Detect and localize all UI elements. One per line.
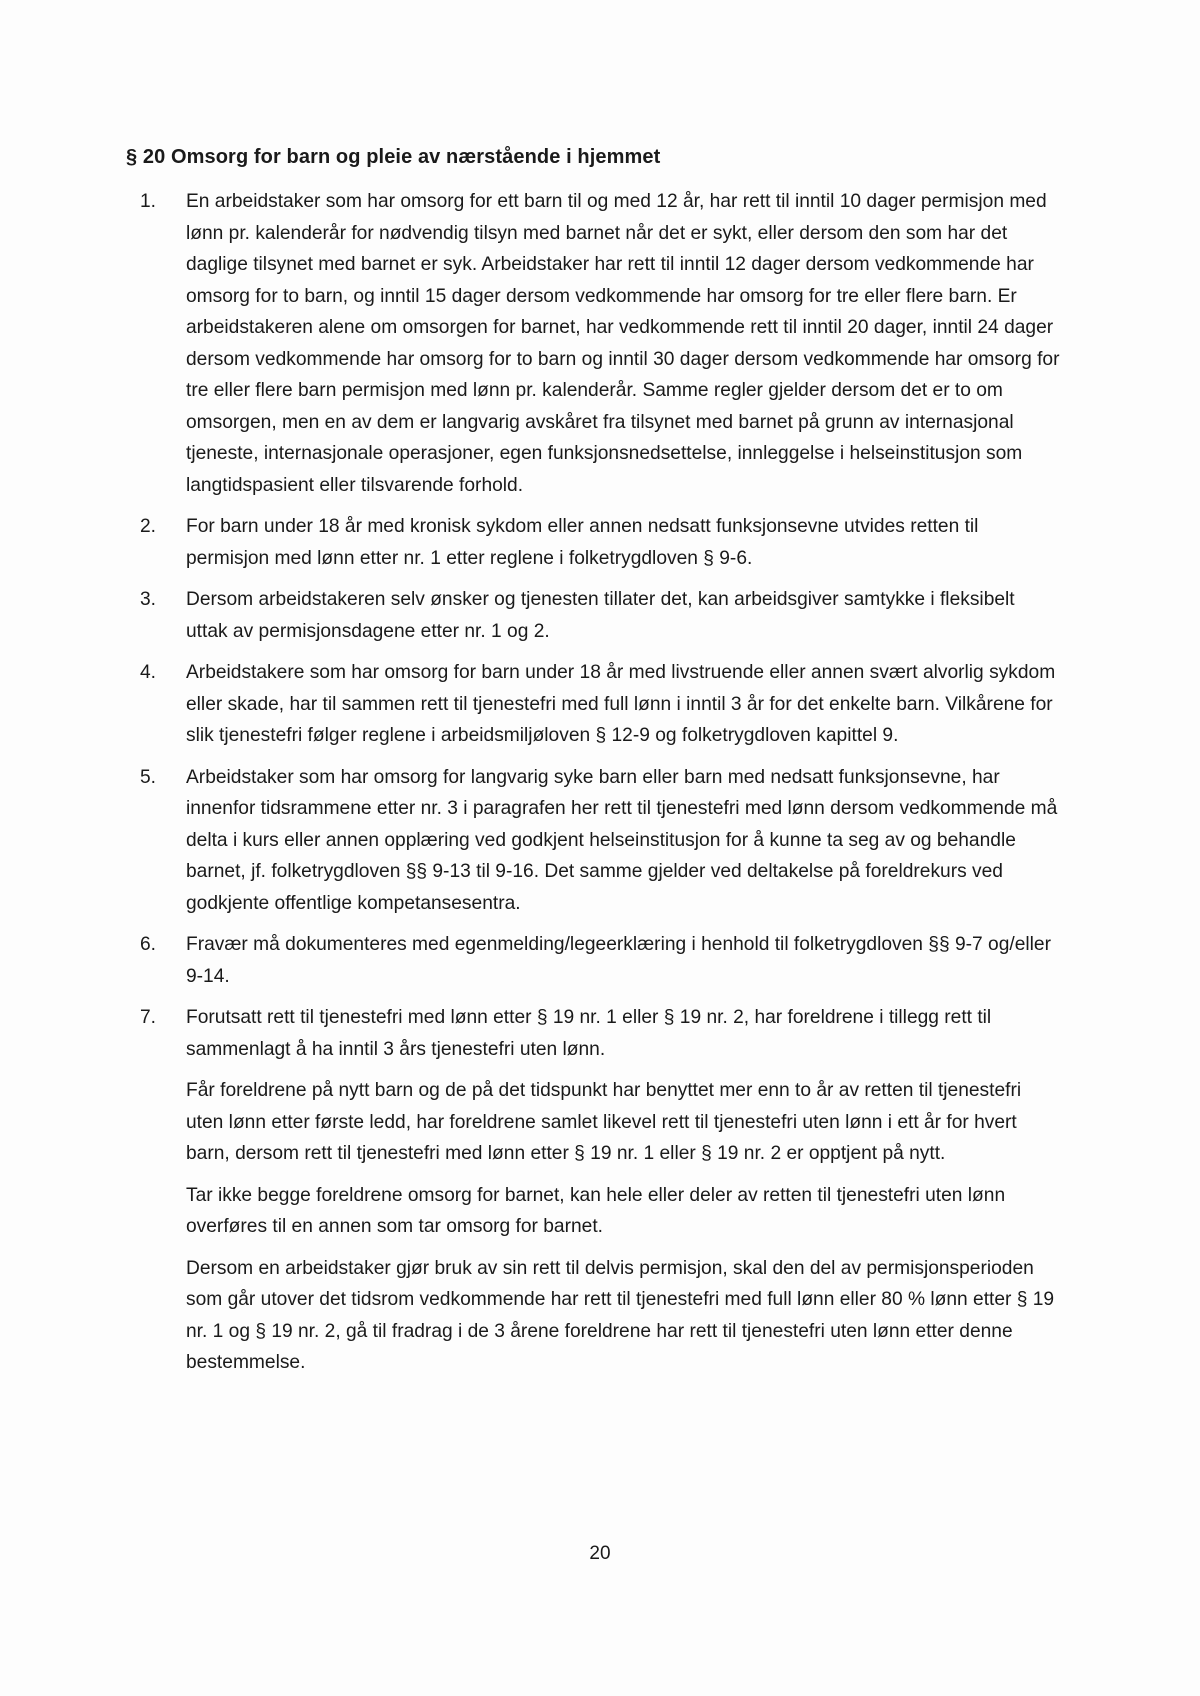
item-number: 2. [140, 516, 157, 537]
list-item [140, 762, 1060, 920]
item-number: 6. [140, 934, 157, 955]
item-text: For barn under 18 år med kronisk sykdom eller annen nedsatt funksjonsevne utvides retten til permisjon med lønn etter nr. 1 etter reglene i folketrygdloven § 9-6. [186, 516, 979, 569]
section-heading: § 20 Omsorg for barn og pleie av nærstående i hjemmet [126, 146, 661, 168]
sub-paragraph: Får foreldrene på nytt barn og de på det tidspunkt har benyttet mer enn to år av retten til tjenestefri uten lønn etter første ledd, har foreldrene samlet likevel rett til tjenestefri uten lønn i ett år for hvert barn, dersom rett til tjenestefri med lønn etter § 19 nr. 1 eller § 19 nr. 2 er opptjent på nytt. [186, 1080, 1022, 1164]
item-number: 3. [140, 589, 157, 610]
list-item [140, 657, 1060, 752]
numbered-list [140, 186, 1060, 1379]
item-text: En arbeidstaker som har omsorg for ett barn til og med 12 år, har rett til inntil 10 dager permisjon med lønn pr. kalenderår for nødvendig tilsyn med barnet når det er sykt, eller dersom den som har det daglige tilsynet med barnet er syk. Arbeidstaker har rett til inntil 12 dager dersom vedkommende har omsorg for to barn, og inntil 15 dager dersom vedkommende har omsorg for tre eller flere barn. Er arbeidstakeren alene om omsorgen for barnet, har vedkommende rett til inntil 20 dager, inntil 24 dager dersom vedkommende har omsorg for to barn og inntil 30 dager dersom vedkommende har omsorg for tre eller flere barn permisjon med lønn pr. kalenderår. Samme regler gjelder dersom det er to om omsorgen, men en av dem er langvarig avskåret fra tilsynet med barnet på grunn av internasjonal tjeneste, internasjonale operasjoner, egen funksjonsnedsettelse, innleggelse i helseinstitusjon som langtidspasient eller tilsvarende forhold. [186, 191, 1060, 496]
item-text: Forutsatt rett til tjenestefri med lønn etter § 19 nr. 1 eller § 19 nr. 2, har foreldrene i tillegg rett til sammenlagt å ha inntil 3 års tjenestefri uten lønn. [186, 1007, 992, 1060]
item-number: 5. [140, 766, 157, 788]
item-text: Arbeidstaker som har omsorg for langvarig syke barn eller barn med nedsatt funksjonsevne, har innenfor tidsrammene etter nr. 3 i paragrafen her rett til tjenestefri med lønn dersom vedkommende må delta i kurs eller annen opplæring ved godkjent helseinstitusjon for å kunne ta seg av og behandle barnet, jf. folketrygdloven §§ 9-13 til 9-16. Det samme gjelder ved deltakelse på foreldrekurs ved godkjente offentlige kompetansesentra. [186, 766, 1058, 914]
list-item [140, 584, 1060, 647]
sub-paragraph: Dersom en arbeidstaker gjør bruk av sin rett til delvis permisjon, skal den del av permisjonsperioden som går utover det tidsrom vedkommende har rett til tjenestefri med full lønn eller 80 % lønn etter § 19 nr. 1 og § 19 nr. 2, gå til fradrag i de 3 årene foreldrene har rett til tjenestefri uten lønn etter denne bestemmelse. [186, 1257, 1055, 1373]
item-number: 1. [140, 191, 157, 212]
item-text: Dersom arbeidstakeren selv ønsker og tjenesten tillater det, kan arbeidsgiver samtykke i fleksibelt uttak av permisjonsdagene etter nr. 1 og 2. [186, 589, 1015, 642]
list-item [140, 1002, 1060, 1065]
item-number: 7. [140, 1007, 157, 1028]
page-number: 20 [589, 1543, 611, 1564]
list-item [140, 929, 1060, 992]
sub-paragraph: Tar ikke begge foreldrene omsorg for barnet, kan hele eller deler av retten til tjenestefri uten lønn overføres til en annen som tar omsorg for barnet. [186, 1184, 1006, 1237]
item-text: Fravær må dokumenteres med egenmelding/legeerklæring i henhold til folketrygdloven §§ 9-7 og/eller 9-14. [186, 934, 1051, 987]
list-item [140, 186, 1060, 501]
item-number: 4. [140, 662, 157, 683]
item-text: Arbeidstakere som har omsorg for barn under 18 år med livstruende eller annen svært alvorlig sykdom eller skade, har til sammen rett til tjenestefri med full lønn i inntil 3 år for det enkelte barn. Vilkårene for slik tjenestefri følger reglene i arbeidsmiljøloven § 12-9 og folketrygdloven kapittel 9. [186, 662, 1056, 746]
list-item [140, 511, 1060, 574]
